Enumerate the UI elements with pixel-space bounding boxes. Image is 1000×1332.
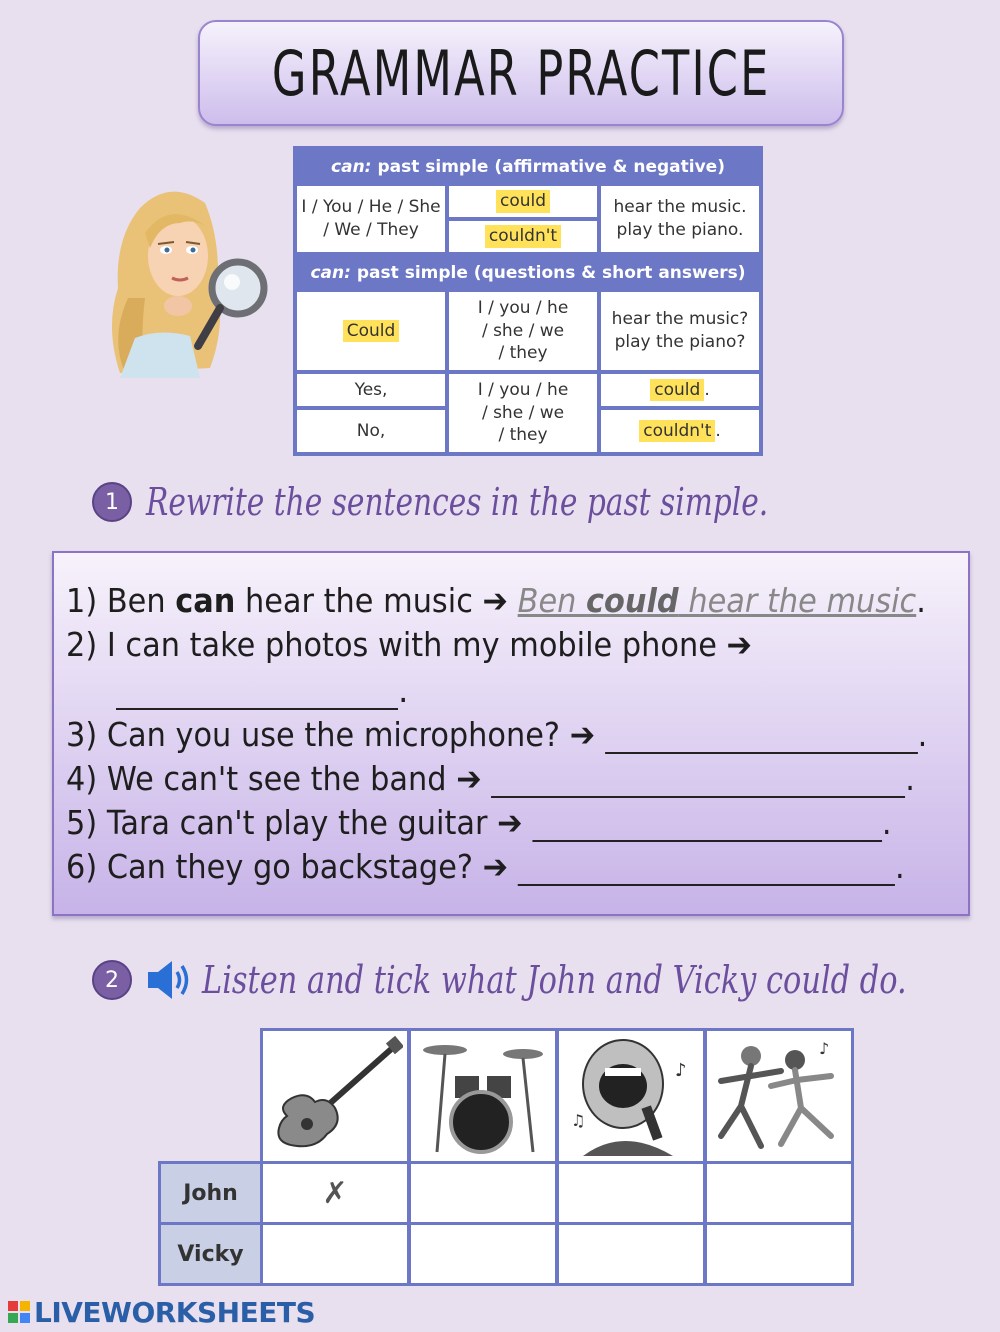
sentence-6: 6) Can they go backstage? ➔ . xyxy=(66,847,905,886)
john-dance-cell[interactable] xyxy=(704,1161,854,1225)
john-drums-cell[interactable] xyxy=(408,1161,558,1225)
singing-picture-cell xyxy=(556,1028,706,1164)
answer-blank-2[interactable] xyxy=(116,682,398,710)
title-banner xyxy=(198,20,844,126)
answer-blank-3[interactable] xyxy=(605,726,918,754)
john-sing-cell[interactable] xyxy=(556,1161,706,1225)
vicky-sing-cell[interactable] xyxy=(556,1222,706,1286)
vicky-drums-cell[interactable] xyxy=(408,1222,558,1286)
exercise1-instruction: Rewrite the sentences in the past simple. xyxy=(146,480,769,524)
answer-blank-4[interactable] xyxy=(491,770,905,798)
sentence-3: 3) Can you use the microphone? ➔ . xyxy=(66,715,928,754)
page-title: GRAMMAR PRACTICE xyxy=(271,36,771,110)
table-header-questions: can: past simple (questions & short answers) xyxy=(310,263,746,283)
row-label-vicky: Vicky xyxy=(158,1222,263,1286)
row-label-john: John xyxy=(158,1161,263,1225)
subjects-affirmative: I / You / He / She / We / They xyxy=(297,186,445,252)
question-could-cell: Could xyxy=(297,292,445,370)
grammar-table xyxy=(293,146,763,456)
arrow-icon: ➔ xyxy=(569,715,596,754)
john-guitar-cell[interactable] xyxy=(260,1161,410,1225)
svg-text:♪: ♪ xyxy=(819,1039,830,1058)
exercise2-number: 2 xyxy=(92,960,132,1000)
affirmative-phrases: hear the music. play the piano. xyxy=(601,186,759,252)
speaker-icon[interactable] xyxy=(146,958,192,1002)
guitar-picture-cell xyxy=(260,1028,410,1164)
arrow-icon: ➔ xyxy=(482,847,509,886)
exercise1-number: 1 xyxy=(92,482,132,522)
sentence-2-answer-line: . xyxy=(116,671,409,710)
girl-with-magnifier-avatar xyxy=(100,178,275,378)
exercise1-heading xyxy=(92,478,944,526)
vicky-dance-cell[interactable] xyxy=(704,1222,854,1286)
vicky-guitar-cell[interactable] xyxy=(260,1222,410,1286)
svg-text:♪: ♪ xyxy=(675,1060,687,1081)
liveworksheets-logo: LIVEWORKSHEETS xyxy=(8,1296,315,1328)
arrow-icon: ➔ xyxy=(726,625,752,664)
short-couldnt-cell: couldn't . xyxy=(601,410,759,452)
dancers-icon xyxy=(711,1036,847,1156)
sentence-1: 1) Ben can hear the music ➔ Ben could hear the music. xyxy=(66,581,926,620)
sentences-box xyxy=(52,551,970,916)
sentence-2: 2) I can take photos with my mobile phone ➔ xyxy=(66,625,752,664)
answer-blank-5[interactable] xyxy=(532,814,882,842)
answer-blank-6[interactable] xyxy=(518,858,895,886)
question-phrases: hear the music? play the piano? xyxy=(601,292,759,370)
sentence-4: 4) We can't see the band ➔ . xyxy=(66,759,915,798)
yes-cell: Yes, xyxy=(297,374,445,406)
arrow-icon: ➔ xyxy=(482,581,508,620)
subjects-question: I / you / he / she / we / they xyxy=(449,292,597,370)
no-cell: No, xyxy=(297,410,445,452)
subjects-short: I / you / he / she / we / they xyxy=(449,374,597,452)
drums-picture-cell xyxy=(408,1028,558,1164)
example-answer: Ben could hear the music xyxy=(517,581,917,620)
exercise2-heading xyxy=(92,956,1000,1004)
tick-table xyxy=(177,1020,862,1288)
sentence-5: 5) Tara can't play the guitar ➔ . xyxy=(66,803,892,842)
could-cell: could xyxy=(449,186,597,217)
arrow-icon: ➔ xyxy=(497,803,523,842)
svg-text:♫: ♫ xyxy=(571,1111,586,1130)
drum-kit-icon xyxy=(415,1036,551,1156)
singer-icon xyxy=(563,1036,699,1156)
arrow-icon: ➔ xyxy=(456,759,482,798)
logo-grid-icon xyxy=(8,1301,30,1323)
couldnt-cell: couldn't xyxy=(449,221,597,252)
table-header-affirmative: can: past simple (affirmative & negative) xyxy=(331,157,725,177)
cross-mark: ✗ xyxy=(322,1175,348,1211)
exercise2-instruction: Listen and tick what John and Vicky could do. xyxy=(202,958,907,1002)
dancing-picture-cell xyxy=(704,1028,854,1164)
guitar-icon xyxy=(267,1036,403,1156)
short-could-cell: could . xyxy=(601,374,759,406)
